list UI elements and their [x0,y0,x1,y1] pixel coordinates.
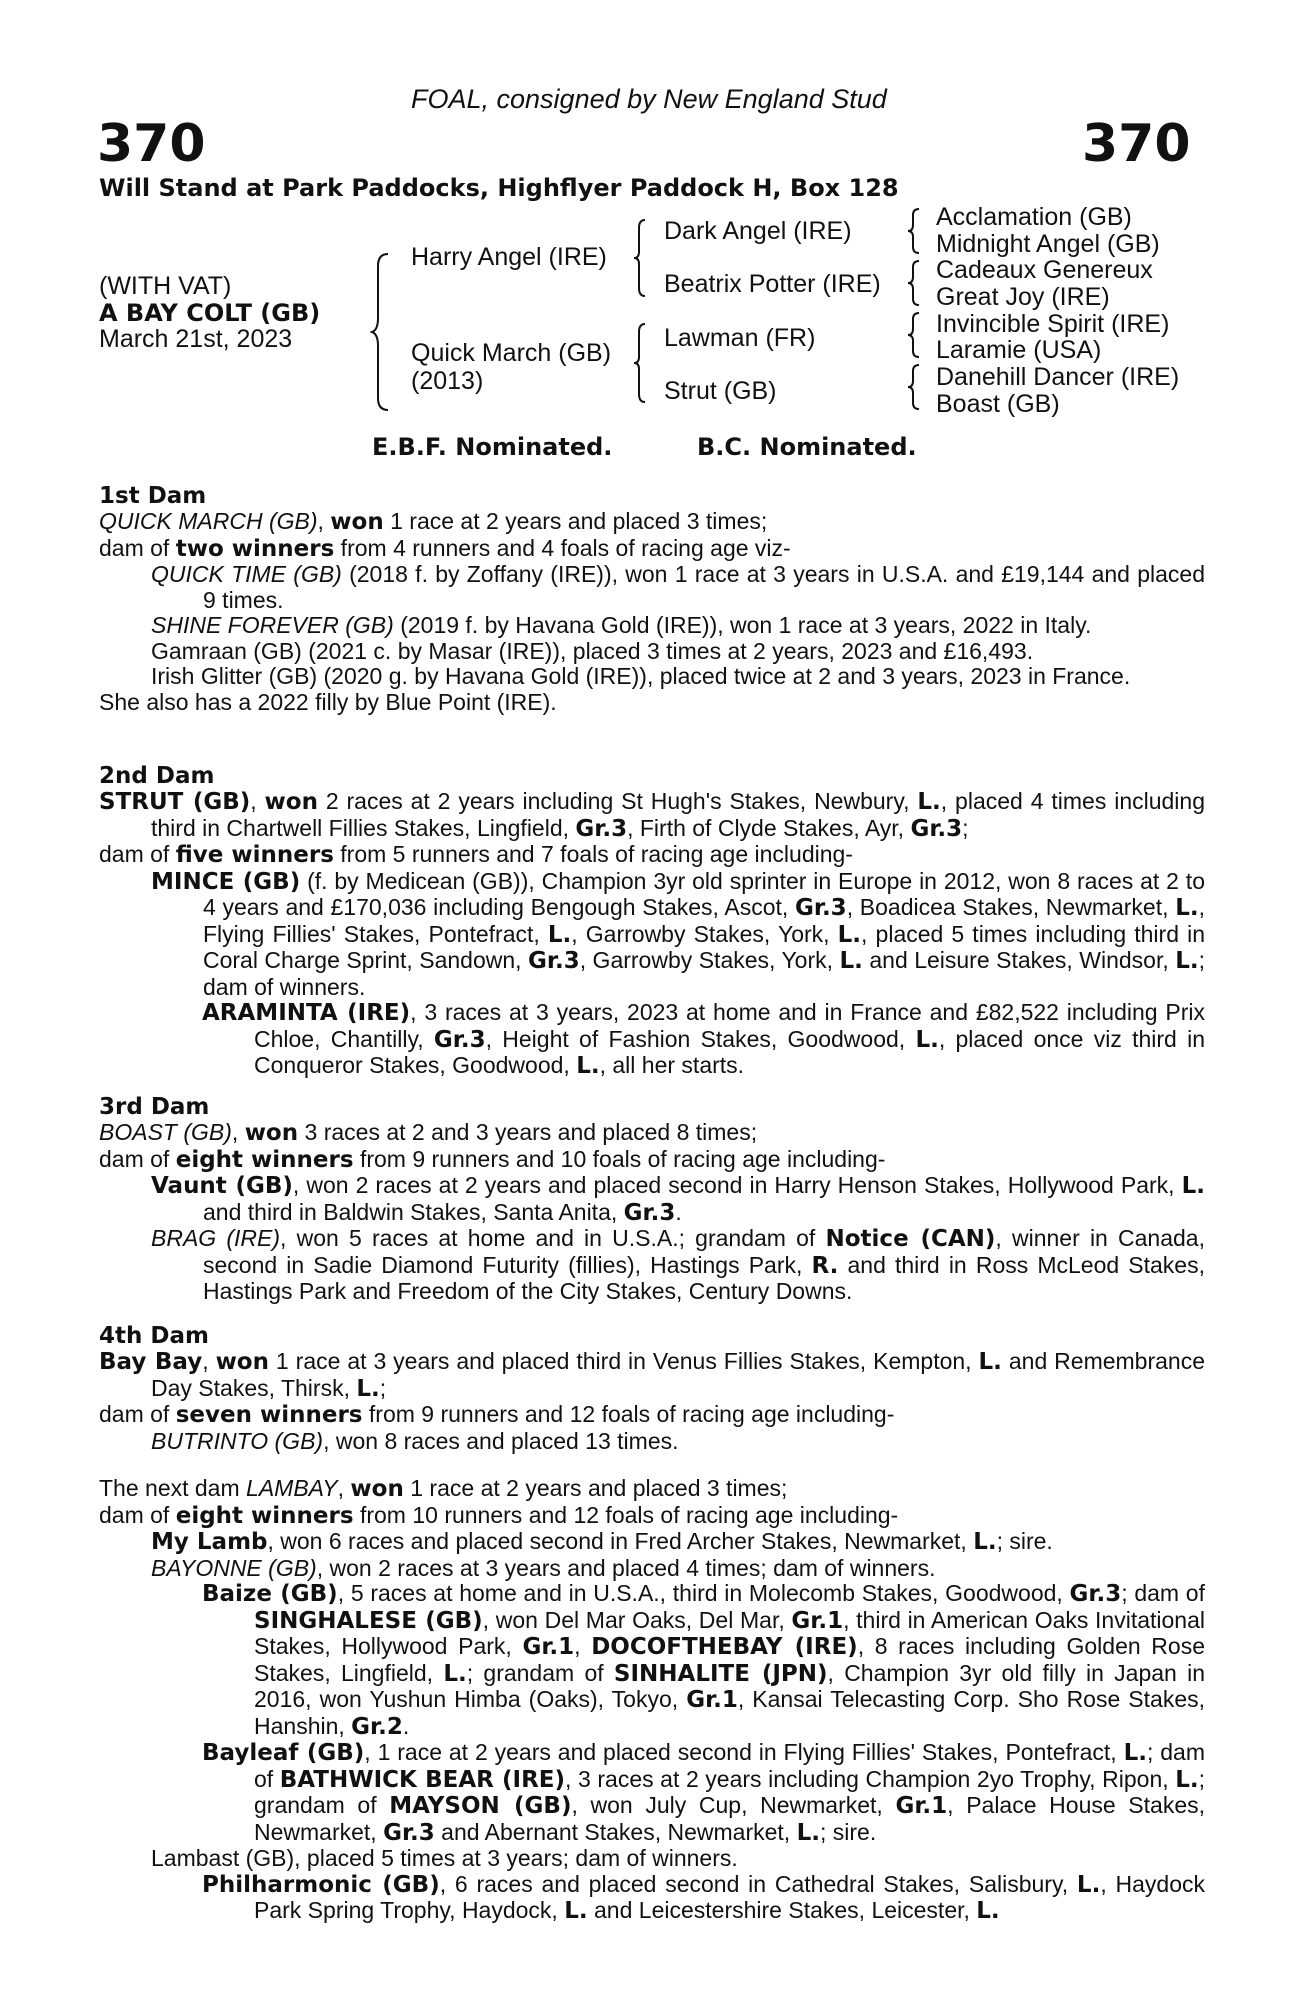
dam-produce-summary: dam of five winners from 5 runners and 7 foals of racing age including- [99,841,853,868]
produce-entry: BUTRINTO (GB), won 8 races and placed 13 times. [151,1427,679,1454]
pedigree-g4: Great Joy (IRE) [936,283,1110,311]
produce-entry: Irish Glitter (GB) (2020 g. by Havana Gold (IRE)), placed twice at 2 and 3 years, 2023 in France. [151,663,1131,689]
produce-entry: Lambast (GB), placed 5 times at 3 years; dam of winners. [151,1845,738,1871]
produce-entry: BAYONNE (GB), won 2 races at 3 years and placed 4 times; dam of winners. [151,1554,936,1581]
produce-entry: Philharmonic (GB), 6 races and placed second in Cathedral Stakes, Salisbury, L., Haydock Park Spring Trophy, Haydock, L. and Leicestershire Stakes, Leicester, L. [202,1870,1205,1924]
pedigree-brace-1 [370,252,392,412]
pedigree-dam-year: (2013) [411,367,484,395]
pedigree-g3: Cadeaux Genereux [936,256,1153,284]
produce-note: She also has a 2022 filly by Blue Point (IRE). [99,688,557,715]
dam-produce-summary: dam of two winners from 4 runners and 4 foals of racing age viz- [99,534,791,562]
fourth-dam-section [99,1323,1205,1454]
produce-entry: My Lamb, won 6 races and placed second in Fred Archer Stakes, Newmarket, L.; sire. [151,1528,1053,1555]
section-heading: 4th Dam [99,1323,209,1349]
produce-entry: Baize (GB), 5 races at home and in U.S.A., third in Molecomb Stakes, Goodwood, Gr.3; dam of SINGHALESE (GB), won Del Mar Oaks, Del Mar, Gr.1, third in American Oaks Invitational Stakes, Hollywood Park, Gr.1, DOCOFTHEBAY (IRE), 8 races including Golden Rose Stakes, Lingfield, L.; grandam of SINHALITE (JPN), Champion 3yr old filly in Japan in 2016, won Yushun Himba (Oaks), Tokyo, Gr.1, Kansai Telecasting Corp. Sho Rose Stakes, Hanshin, Gr.2. [202,1580,1206,1740]
pedigree-brace-2 [632,218,648,298]
pedigree-brace-7 [906,363,922,411]
third-dam-section [99,1094,1205,1305]
produce-entry: QUICK TIME (GB) (2018 f. by Zoffany (IRE)), won 1 race at 3 years in U.S.A. and £19,144 and placed 9 times. [151,561,1205,613]
section-heading: 1st Dam [99,483,207,509]
first-dam-section [99,483,1205,715]
pedigree-g1: Acclamation (GB) [936,203,1132,231]
consignor-line: FOAL, consigned by New England Stud [411,84,887,114]
pedigree-g2: Midnight Angel (GB) [936,230,1160,258]
pedigree-brace-3 [632,322,648,404]
pedigree-g5: Invincible Spirit (IRE) [936,310,1170,338]
pedigree-dam: Quick March (GB) [411,339,612,367]
ebf-nomination: E.B.F. Nominated. [372,433,613,461]
second-dam-section [99,763,1205,1080]
section-heading: 3rd Dam [99,1094,210,1120]
pedigree-dam-sire: Lawman (FR) [664,324,816,352]
produce-entry: SHINE FOREVER (GB) (2019 f. by Havana Gold (IRE)), won 1 race at 3 years, 2022 in Italy. [151,612,1092,638]
lot-title: A BAY COLT (GB) [99,299,321,327]
bc-nomination: B.C. Nominated. [697,433,917,461]
pedigree-brace-6 [906,311,922,359]
foaling-date: March 21st, 2023 [99,325,293,353]
dam-record: Bay Bay, won 1 race at 3 years and placed third in Venus Fillies Stakes, Kempton, L. and Remembrance Day Stakes, Thirsk, L.; [99,1348,1206,1402]
dam-record: The next dam LAMBAY, won 1 race at 2 years and placed 3 times; [99,1475,788,1502]
next-dam-section [99,1476,1205,1925]
stand-location: Will Stand at Park Paddocks, Highflyer Paddock H, Box 128 [99,174,899,202]
produce-entry: ARAMINTA (IRE), 3 races at 3 years, 2023 at home and in France and £82,522 including Prix Chloe, Chantilly, Gr.3, Height of Fashion Stakes, Goodwood, L., placed once viz third in Conqueror Stakes, Goodwood, L., all her starts. [202,999,1205,1079]
produce-entry: MINCE (GB) (f. by Medicean (GB)), Champion 3yr old sprinter in Europe in 2012, won 8 races at 2 to 4 years and £170,036 including Bengough Stakes, Ascot, Gr.3, Boadicea Stakes, Newmarket, L., Flying Fillies' Stakes, Pontefract, L., Garrowby Stakes, York, L., placed 5 times including third in Coral Charge Sprint, Sandown, Gr.3, Garrowby Stakes, York, L. and Leisure Stakes, Windsor, L.; dam of winners. [151,867,1205,1000]
dam-record: STRUT (GB), won 2 races at 2 years including St Hugh's Stakes, Newbury, L., placed 4 times including third in Chartwell Fillies Stakes, Lingfield, Gr.3, Firth of Clyde Stakes, Ayr, Gr.3; [99,788,1205,842]
pedigree-sire: Harry Angel (IRE) [411,243,607,271]
dam-record: QUICK MARCH (GB), won 1 race at 2 years and placed 3 times; [99,508,768,535]
pedigree-dam-dam: Strut (GB) [664,377,777,405]
dam-record: BOAST (GB), won 3 races at 2 and 3 years and placed 8 times; [99,1119,758,1146]
lot-number-left: 370 [97,114,206,174]
section-heading: 2nd Dam [99,763,215,789]
produce-entry: Gamraan (GB) (2021 c. by Masar (IRE)), placed 3 times at 2 years, 2023 and £16,493. [151,637,1034,664]
pedigree-brace-4 [906,207,922,255]
pedigree-sire-dam: Beatrix Potter (IRE) [664,270,881,298]
pedigree-sire-sire: Dark Angel (IRE) [664,217,852,245]
pedigree-g7: Danehill Dancer (IRE) [936,363,1180,391]
produce-entry: BRAG (IRE), won 5 races at home and in U.S.A.; grandam of Notice (CAN), winner in Canada, second in Sadie Diamond Futurity (fillies), Hastings Park, R. and third in Ross McLeod Stakes, Hastings Park and Freedom of the City Stakes, Century Downs. [151,1225,1205,1304]
pedigree-g6: Laramie (USA) [936,336,1102,364]
pedigree-g8: Boast (GB) [936,390,1060,418]
dam-produce-summary: dam of eight winners from 9 runners and 10 foals of racing age including- [99,1145,886,1173]
dam-produce-summary: dam of eight winners from 10 runners and 12 foals of racing age including- [99,1501,899,1529]
lot-number-right: 370 [1082,114,1191,174]
dam-produce-summary: dam of seven winners from 9 runners and 12 foals of racing age including- [99,1401,895,1428]
produce-entry: Bayleaf (GB), 1 race at 2 years and placed second in Flying Fillies' Stakes, Pontefract, L.; dam of BATHWICK BEAR (IRE), 3 races at 2 years including Champion 2yo Trophy, Ripon, L.; grandam of MAYSON (GB), won July Cup, Newmarket, Gr.1, Palace House Stakes, Newmarket, Gr.3 and Abernant Stakes, Newmarket, L.; sire. [202,1739,1205,1846]
pedigree-brace-5 [906,259,922,307]
produce-entry: Vaunt (GB), won 2 races at 2 years and placed second in Harry Henson Stakes, Hollywood Park, L. and third in Baldwin Stakes, Santa Anita, Gr.3. [151,1172,1206,1226]
vat-note: (WITH VAT) [99,272,232,300]
